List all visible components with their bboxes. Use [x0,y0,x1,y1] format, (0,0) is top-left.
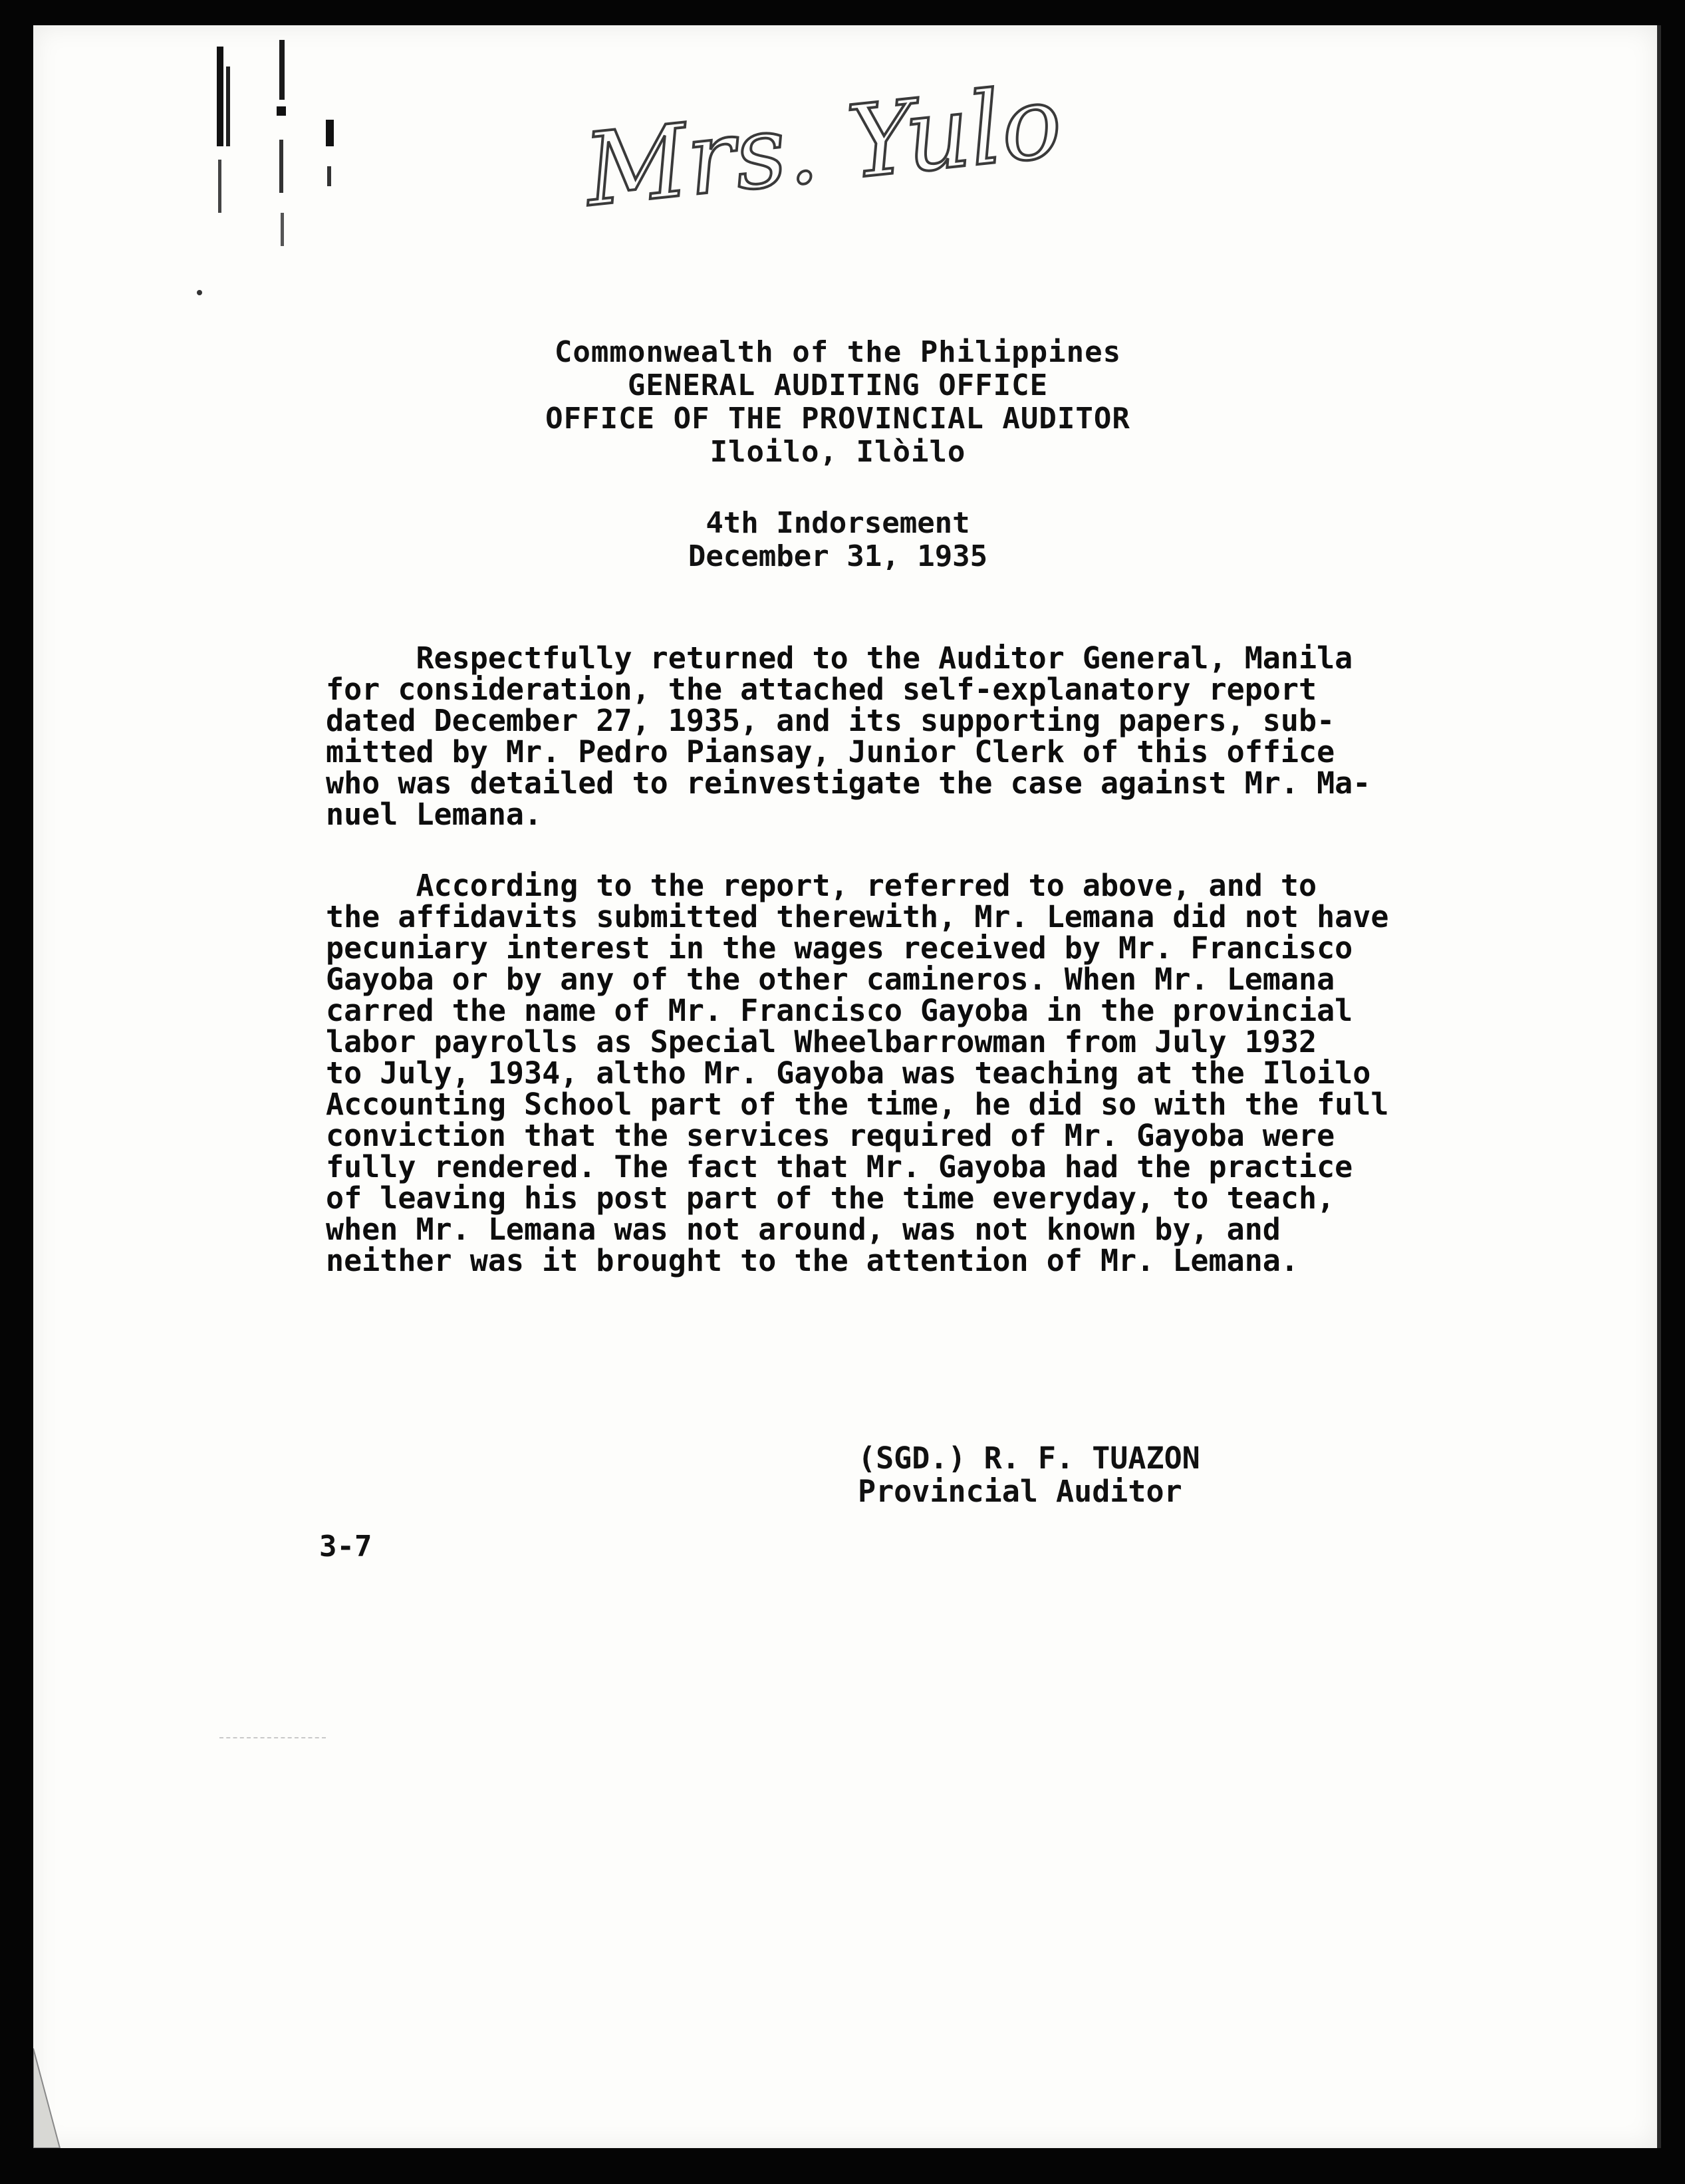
letter-body [326,642,1523,1316]
paragraph-2 [326,870,1523,1276]
paragraph-2-line: to July, 1934, altho Mr. Gayoba was teaching at the Iloilo [326,1055,1371,1091]
paragraph-1-line: mitted by Mr. Pedro Piansay, Junior Clerk of this office [326,734,1335,769]
paragraph-1-line: dated December 27, 1935, and its supporting papers, sub- [326,703,1335,738]
signatory-title: Provincial Auditor [858,1474,1182,1509]
page-fold-corner [33,2048,73,2148]
faint-pencil-mark [219,1737,326,1738]
paragraph-2-line: when Mr. Lemana was not around, was not known by, and [326,1212,1281,1247]
indorsement-title: 4th Indorsement [706,506,970,540]
paragraph-2-line: labor payrolls as Special Wheelbarrowman from July 1932 [326,1024,1317,1059]
paragraph-2-line: Accounting School part of the time, he did so with the full [326,1087,1389,1122]
staple-hole-marks [180,27,352,306]
paragraph-1 [326,642,1523,830]
paragraph-2-line: of leaving his post part of the time everyday, to teach, [326,1180,1335,1216]
paragraph-1-line: who was detailed to reinvestigate the case against Mr. Ma- [326,765,1371,801]
handwritten-note-text: Mrs. Yulo [579,64,1067,229]
paragraph-2-line: neither was it brought to the attention of Mr. Lemana. [326,1243,1299,1278]
paragraph-2-line: carred the name of Mr. Francisco Gayoba in the provincial [326,993,1353,1028]
letterhead-location: Iloilo, Ilòilo [710,435,966,469]
signature-block [858,1442,1323,1508]
paragraph-2-line: the affidavits submitted therewith, Mr. Lemana did not have [326,899,1389,934]
letterhead-office: GENERAL AUDITING OFFICE [627,368,1049,402]
letterhead [372,336,1303,469]
paragraph-2-line: Gayoba or by any of the other camineros. When Mr. Lemana [326,962,1335,997]
paragraph-2-line: pecuniary interest in the wages received by Mr. Francisco [326,930,1353,966]
handwritten-note [565,47,1097,259]
paragraph-2-line: fully rendered. The fact that Mr. Gayoba had the practice [326,1149,1353,1184]
indorsement-date: December 31, 1935 [688,539,988,573]
indorsement-heading [505,507,1170,573]
signatory-name: (SGD.) R. F. TUAZON [858,1440,1200,1476]
letterhead-commonwealth: Commonwealth of the Philippines [554,335,1122,369]
letterhead-provincial-auditor: OFFICE OF THE PROVINCIAL AUDITOR [545,402,1130,436]
paragraph-1-line: nuel Lemana. [326,797,543,832]
paragraph-1-line: Respectfully returned to the Auditor General, Manila [326,640,1353,676]
page-reference: 3-7 [319,1530,372,1564]
paragraph-1-line: for consideration, the attached self-explanatory report [326,672,1317,707]
paragraph-2-line: According to the report, referred to above, and to [326,868,1317,903]
paragraph-2-line: conviction that the services required of Mr. Gayoba were [326,1118,1335,1153]
